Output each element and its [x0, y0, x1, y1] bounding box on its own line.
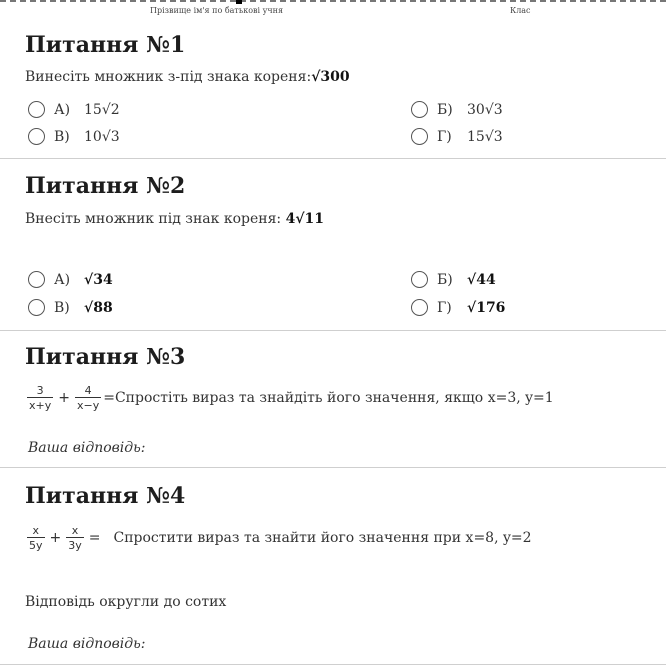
plus-sign: + — [58, 390, 70, 406]
denominator: 3y — [68, 539, 82, 552]
radio-icon[interactable] — [28, 101, 45, 118]
option-value: 15√3 — [467, 128, 503, 145]
numerator: 3 — [36, 384, 44, 397]
question-1-text — [25, 69, 350, 85]
radio-icon[interactable] — [411, 128, 428, 145]
option-value: 10√3 — [84, 128, 120, 145]
numerator: x — [32, 524, 40, 537]
question-4-expression — [25, 524, 532, 552]
option-letter: А) — [54, 101, 71, 118]
q2-option-b[interactable] — [411, 271, 496, 288]
question-2-expression: 4√11 — [285, 211, 325, 227]
question-3-title: Питання №3 — [25, 344, 186, 370]
header-mark — [236, 0, 242, 4]
q1-option-c[interactable] — [28, 128, 120, 145]
option-letter: Б) — [437, 101, 453, 118]
option-value: 30√3 — [467, 101, 503, 118]
header-dashed-line — [0, 0, 666, 14]
option-value: √44 — [467, 271, 496, 288]
divider — [0, 664, 666, 665]
option-letter: Г) — [437, 299, 452, 316]
q1-option-d[interactable] — [411, 128, 503, 145]
option-letter: В) — [54, 128, 70, 145]
student-name-label: Прізвище ім'я по батькові учня — [150, 6, 283, 15]
radio-icon[interactable] — [411, 271, 428, 288]
question-4-note: Відповідь округли до сотих — [25, 594, 227, 610]
fraction — [75, 384, 101, 412]
question-3-expression — [25, 384, 554, 412]
radio-icon[interactable] — [28, 299, 45, 316]
q2-option-c[interactable] — [28, 299, 113, 316]
denominator: 5y — [29, 539, 43, 552]
divider — [0, 467, 666, 468]
fraction — [27, 524, 45, 552]
radio-icon[interactable] — [411, 299, 428, 316]
question-2-prompt: Внесіть множник під знак кореня: — [25, 211, 286, 227]
option-letter: Б) — [437, 271, 453, 288]
option-value: √88 — [84, 299, 113, 316]
option-letter: Г) — [437, 128, 452, 145]
equals-sign: = — [88, 530, 101, 546]
question-1-expression: √300 — [311, 69, 350, 85]
divider — [0, 330, 666, 331]
denominator: x+y — [29, 399, 52, 412]
question-4-answer-field[interactable]: Ваша відповідь: — [28, 636, 146, 652]
option-value: √176 — [467, 299, 506, 316]
divider — [0, 158, 666, 159]
fraction — [66, 524, 84, 552]
q1-option-a[interactable] — [28, 101, 120, 118]
option-letter: В) — [54, 299, 70, 316]
denominator: x−y — [76, 399, 100, 412]
q1-option-b[interactable] — [411, 101, 503, 118]
question-4-prompt: Спростити вираз та знайти його значення при x=8, y=2 — [113, 530, 532, 546]
option-value: √34 — [84, 271, 113, 288]
question-3-prompt: =Спростіть вираз та знайдіть його значення, якщо x=3, y=1 — [103, 390, 554, 406]
question-4-title: Питання №4 — [25, 483, 186, 509]
radio-icon[interactable] — [411, 101, 428, 118]
numerator: 4 — [84, 384, 92, 397]
radio-icon[interactable] — [28, 128, 45, 145]
option-value: 15√2 — [84, 101, 120, 118]
question-2-title: Питання №2 — [25, 173, 186, 199]
q2-option-a[interactable] — [28, 271, 113, 288]
option-letter: А) — [54, 271, 71, 288]
class-label: Клас — [510, 6, 531, 15]
question-1-title: Питання №1 — [25, 32, 186, 58]
question-2-text — [25, 211, 324, 227]
q2-option-d[interactable] — [411, 299, 505, 316]
radio-icon[interactable] — [28, 271, 45, 288]
question-3-answer-field[interactable]: Ваша відповідь: — [28, 440, 146, 456]
numerator: x — [71, 524, 79, 537]
question-1-prompt: Винесіть множник з-під знака кореня: — [25, 69, 312, 85]
fraction — [27, 384, 53, 412]
plus-sign: + — [49, 530, 62, 546]
